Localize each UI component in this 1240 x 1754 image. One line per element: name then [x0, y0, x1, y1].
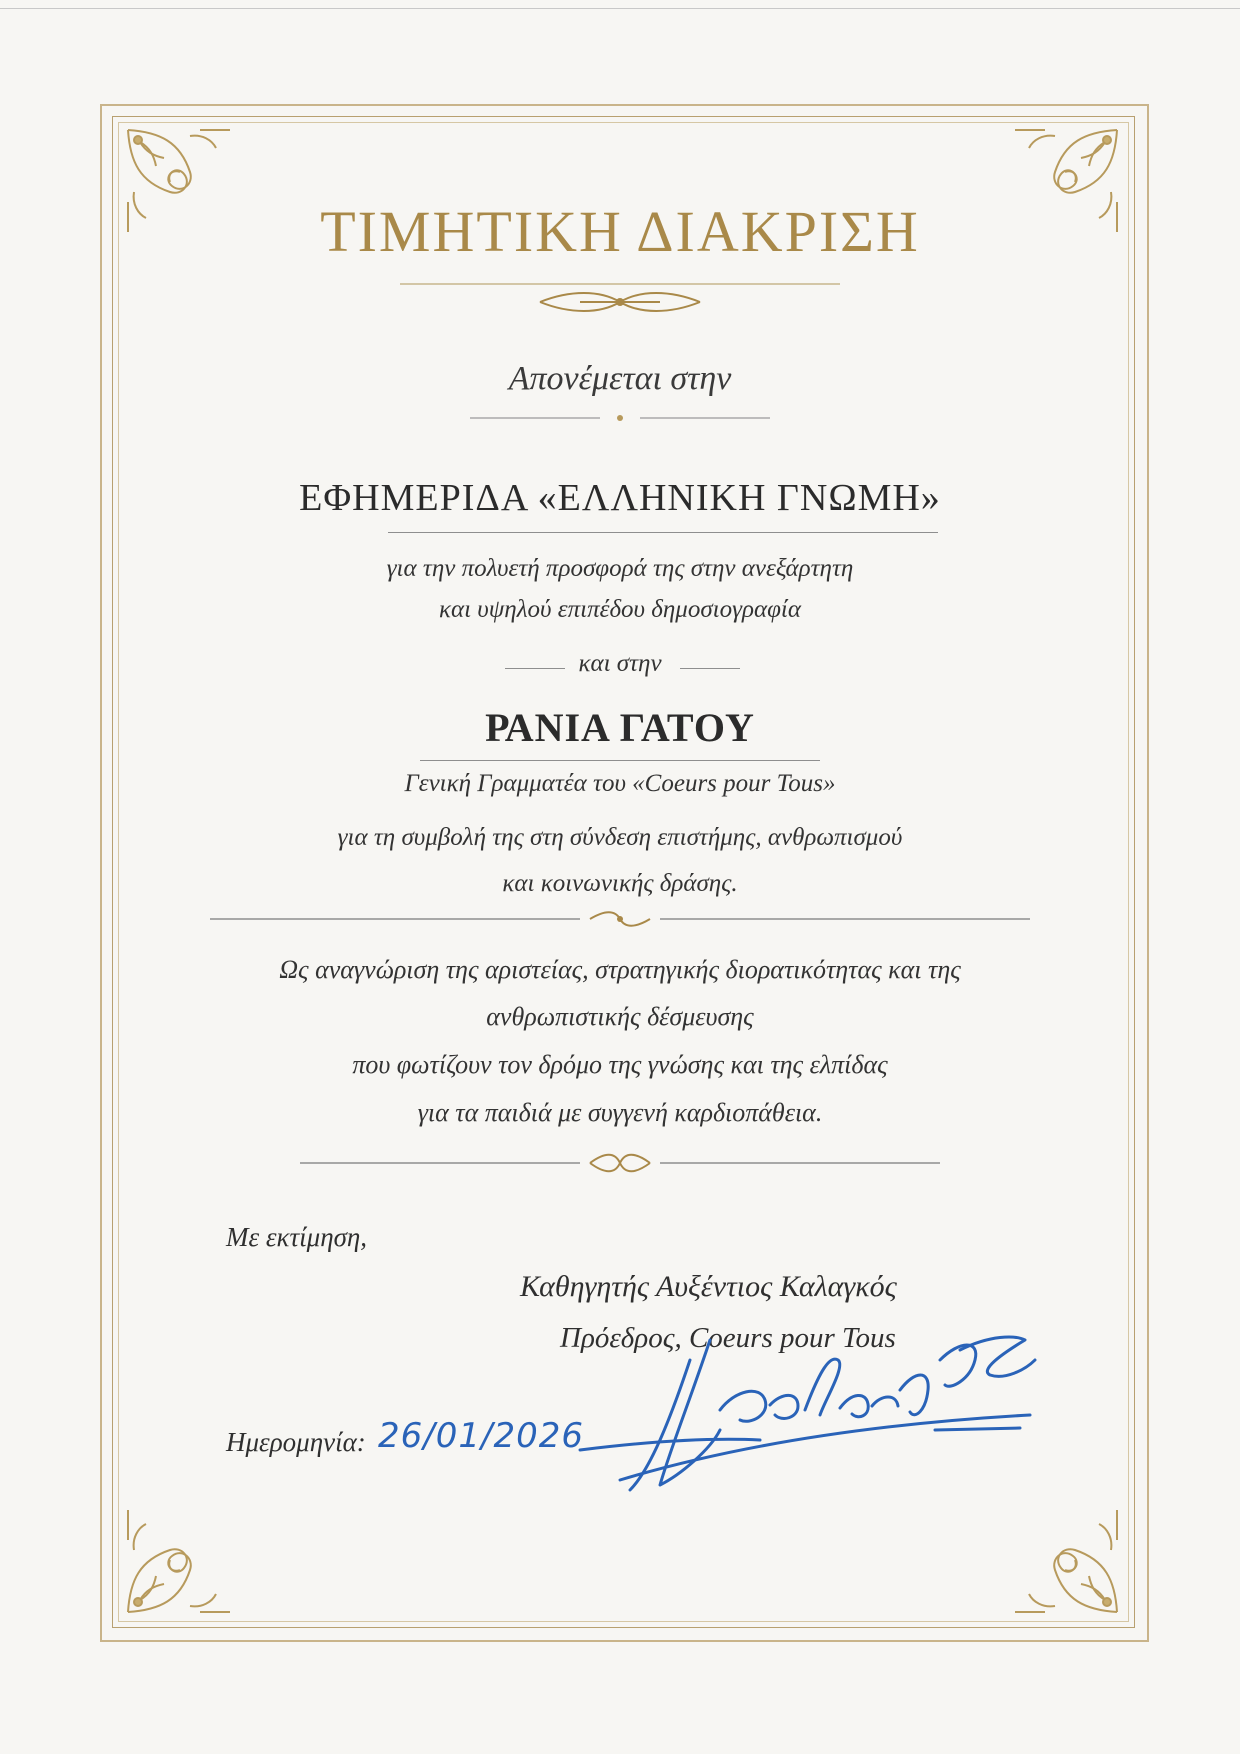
date-value: 26/01/2026	[378, 1416, 584, 1456]
org-reason-line-1: για την πολυετή προσφορά της στην ανεξάρτητη	[386, 555, 854, 582]
recognition-line-2: ανθρωπιστικής δέσμευσης	[486, 1002, 754, 1031]
date-label: Ημερομηνία:	[226, 1427, 366, 1457]
corner-ornament-icon	[1005, 1500, 1125, 1620]
recognition-line-1: Ως αναγνώριση της αριστείας, στρατηγικής διορατικότητας και της	[279, 955, 961, 984]
and-to-text: και στην	[578, 650, 662, 677]
organization-name: ΕΦΗΜΕΡΙΔΑ «ΕΛΛΗΝΙΚΗ ΓΝΩΜΗ»	[299, 477, 941, 519]
organization-underline	[388, 532, 938, 533]
recognition-line-3: που φωτίζουν τον δρόμο της γνώσης και της ελπίδας	[352, 1050, 888, 1079]
recognition-line-4: για τα παιδιά με συγγενή καρδιοπάθεια.	[417, 1098, 823, 1127]
recipient-name: ΡΑΝΙΑ ΓΑΤΟΥ	[485, 705, 755, 750]
recipient-underline	[420, 760, 820, 761]
scan-edge-line	[0, 8, 1240, 9]
recipient-reason-line-2: και κοινωνικής δράσης.	[502, 870, 738, 897]
closing-text: Με εκτίμηση,	[226, 1222, 368, 1252]
certificate-title: ΤΙΜΗΤΙΚΗ ΔΙΑΚΡΙΣΗ	[320, 199, 920, 264]
title-divider-ornament-icon	[400, 272, 840, 322]
corner-ornament-icon	[120, 1500, 240, 1620]
and-divider-right	[680, 668, 740, 669]
org-reason-line-2: και υψηλού επιπέδου δημοσιογραφία	[438, 596, 802, 623]
recipient-role: Γενική Γραμματέα του «Coeurs pour Tous»	[404, 770, 836, 797]
section-divider-ornament-icon	[210, 906, 1030, 932]
signer-title: Πρόεδρος, Coeurs pour Tous	[560, 1322, 896, 1354]
recipient-reason-line-1: για τη συμβολή της στη σύνδεση επιστήμης, ανθρωπισμού	[337, 824, 903, 851]
bottom-divider-ornament-icon	[300, 1150, 940, 1176]
awarded-divider-icon	[470, 410, 770, 426]
handwritten-signature-icon	[520, 1300, 1040, 1500]
awarded-to-text: Απονέμεται στην	[508, 360, 732, 397]
signer-name: Καθηγητής Αυξέντιος Καλαγκός	[520, 1270, 897, 1303]
